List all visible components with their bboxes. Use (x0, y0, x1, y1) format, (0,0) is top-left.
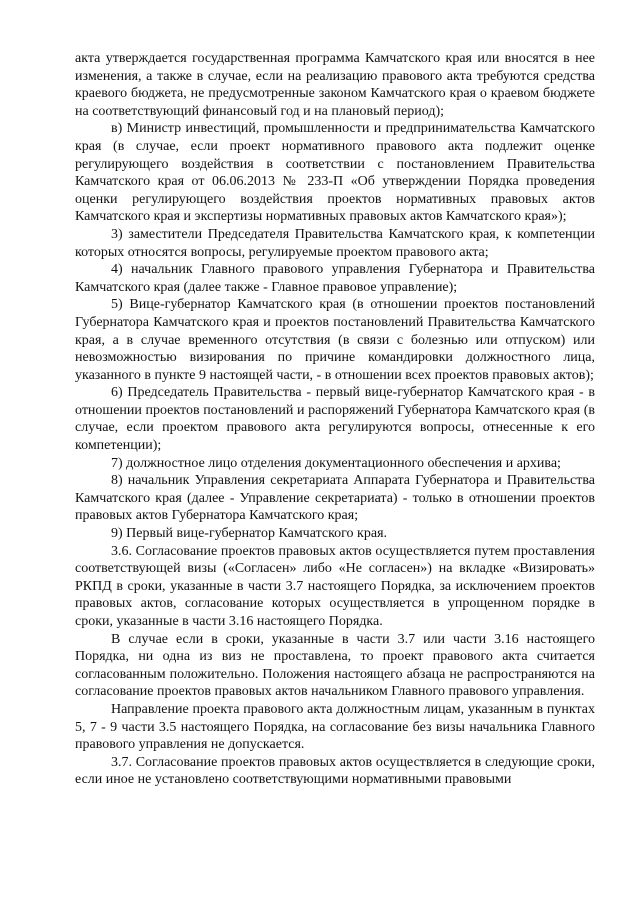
paragraph-item-3: 3) заместители Председателя Правительства Камчатского края, к компетенции которых относятся вопросы, регулируемые проектом правового акта; (75, 226, 595, 260)
paragraph-item-5: 5) Вице-губернатор Камчатского края (в отношении проектов постановлений Губернатора Камчатского края и проектов постановлений Правительства Камчатского края, а в случае временного отсутствия (в связи с болезнью или отпуском) или невозможностью визирования по причине командировки должностного лица, указанного в пункте 9 настоящей части, - в отношении всех проектов правовых актов); (75, 297, 595, 383)
paragraph-continuation: акта утверждается государственная программа Камчатского края или вносятся в нее изменения, а также в случае, если на реализацию правового акта требуются средства краевого бюджета, не предусмотренные законом Камчатского края о краевом бюджете на соответствующий финансовый год и на плановый период); (75, 51, 595, 119)
paragraph-item-7: 7) должностное лицо отделения документационного обеспечения и архива; (111, 455, 561, 471)
paragraph-section-3-6: 3.6. Согласование проектов правовых актов осуществляется путем проставления соответствующей визы («Согласен» либо «Не согласен») на вкладке «Визировать» РКПД в сроки, указанные в части 3.7 настоящего Порядка, за исключением проектов правовых актов, согласование которых осуществляется в упрощенном порядке в сроки, указанные в части 3.16 настоящего Порядка. (75, 543, 595, 629)
paragraph-item-8: 8) начальник Управления секретариата Аппарата Губернатора и Правительства Камчатского края (далее - Управление секретариата) - только в отношении проектов правовых актов Губернатора Камчатского края; (75, 473, 595, 524)
paragraph-section-3-6-restriction: Направление проекта правового акта должностным лицам, указанным в пунктах 5, 7 - 9 части 3.5 настоящего Порядка, на согласование без визы начальника Главного правового управления не допускается. (75, 701, 595, 753)
paragraph-item-9: 9) Первый вице-губернатор Камчатского края. (111, 526, 388, 542)
paragraph-section-3-6-silence: В случае если в сроки, указанные в части 3.7 или части 3.16 настоящего Порядка, ни одна из виз не проставлена, то проект правового акта считается согласованным положительно. Положения настоящего абзаца не распространяются на согласование проектов правовых актов начальником Главного правового управления. (75, 631, 595, 700)
paragraph-item-6: 6) Председатель Правительства - первый вице-губернатор Камчатского края - в отношении проектов постановлений и распоряжений Губернатора Камчатского края (в случае, если проектом правового акта регулируются вопросы, отнесенные к его компетенции); (75, 385, 595, 454)
paragraph-section-3-7: 3.7. Согласование проектов правовых актов осуществляется в следующие сроки, если иное не установлено соответствующими нормативными правовыми (75, 754, 595, 788)
paragraph-item-v: в) Министр инвестиций, промышленности и предпринимательства Камчатского края (в случае, если проект нормативного правового акта подлежит оценке регулирующего воздействия в соответствии с постановлением Правительства Камчатского края от 06.06.2013 № 233-П «Об утверждении Порядка проведения оценки регулирующего воздействия проектов нормативных правовых актов Камчатского края и экспертизы нормативных правовых актов Камчатского края»); (75, 121, 595, 225)
paragraph-item-4: 4) начальник Главного правового управления Губернатора и Правительства Камчатского края (далее также - Главное правовое управление); (75, 262, 595, 295)
document-page (75, 50, 595, 789)
